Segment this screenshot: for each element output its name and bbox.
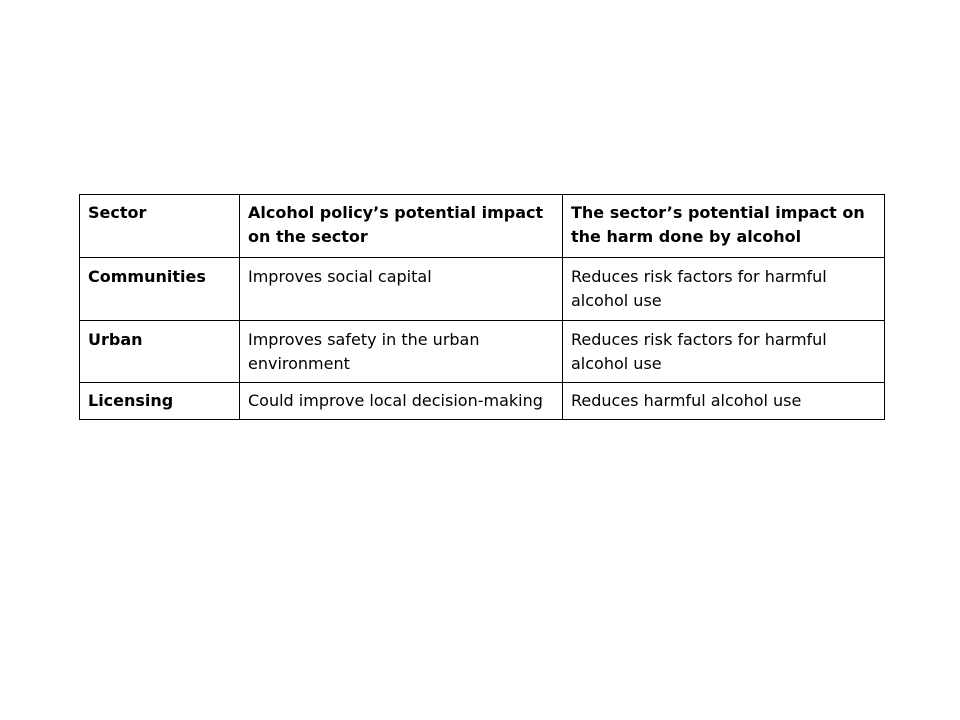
cell-sector-impact: Reduces risk factors for harmful alcohol use <box>563 258 885 321</box>
table-header-row <box>80 195 885 258</box>
cell-sector-impact: Reduces risk factors for harmful alcohol use <box>563 321 885 383</box>
cell-sector: Urban <box>80 321 240 383</box>
policy-table <box>79 194 885 420</box>
cell-sector-impact: Reduces harmful alcohol use <box>563 383 885 420</box>
cell-policy-impact: Improves social capital <box>240 258 563 321</box>
header-sector: Sector <box>80 195 240 258</box>
table-row <box>80 383 885 420</box>
header-sector-impact: The sector’s potential impact on the harm done by alcohol <box>563 195 885 258</box>
cell-sector: Licensing <box>80 383 240 420</box>
cell-policy-impact: Could improve local decision-making <box>240 383 563 420</box>
cell-sector: Communities <box>80 258 240 321</box>
table-row <box>80 258 885 321</box>
cell-policy-impact: Improves safety in the urban environment <box>240 321 563 383</box>
header-policy-impact: Alcohol policy’s potential impact on the sector <box>240 195 563 258</box>
table-row <box>80 321 885 383</box>
